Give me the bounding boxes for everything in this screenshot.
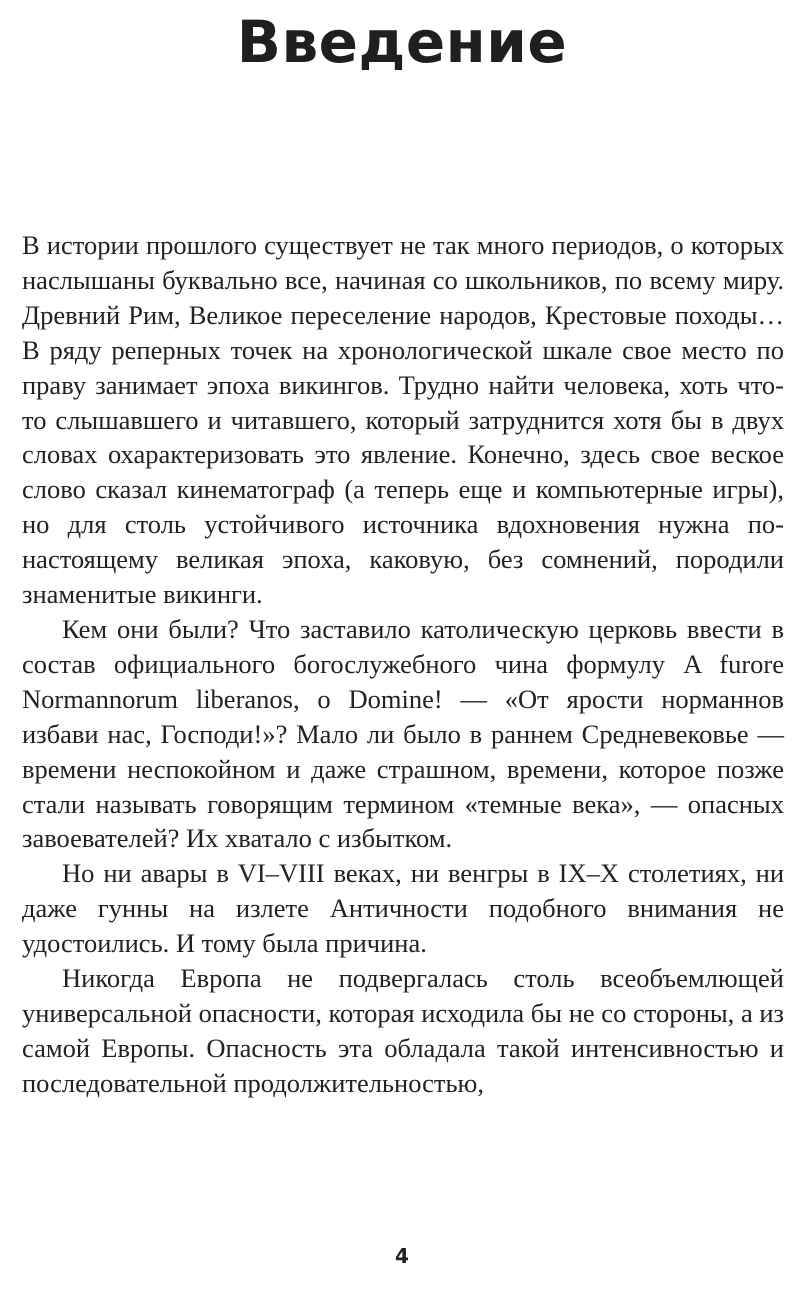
paragraph-4: Никогда Европа не подвергалась столь всеобъемлющей универсальной опасности, которая исходила бы не со стороны, а из самой Европы. Опасность эта обладала такой интенсивностью и последовательной продолжительностью, — [22, 963, 784, 1098]
paragraph-2: Кем они были? Что заставило католическую церковь ввести в состав официального богослужебного чина формулу A furore Normannorum liberanos, o Domine! — «От ярости норманнов избави нас, Господи!»? Мало ли было в раннем Средневековье — времени неспокойном и даже страшном, времени, которое позже стали называть говорящим термином «темные века», — опасных завоевателей? Их хватало с избытком. — [22, 613, 784, 854]
paragraph-1: В истории прошлого существует не так много периодов, о которых наслышаны буквально все, начиная со школьников, по всему миру. Древний Рим, Великое переселение народов, Крестовые походы… В ряду реперных точек на хронологической шкале свое место по праву занимает эпоха викингов. Трудно найти человека, хоть что-то слышавшего и читавшего, который затруднится хотя бы в двух словах охарактеризовать это явление. Конечно, здесь свое веское слово сказал кинематограф (а теперь еще и компьютерные игры), но для столь устойчивого источника вдохновения нужна по-настоящему великая эпоха, каковую, без сомнений, породили знаменитые викинги. — [22, 230, 784, 610]
body-text — [22, 228, 784, 1101]
page-number: 4 — [395, 1244, 409, 1268]
chapter-title: Введение — [236, 8, 568, 76]
paragraph-3: Но ни авары в VI–VIII веках, ни венгры в IX–X столетиях, ни даже гунны на излете Античности подобного внимания не удостоились. И тому была причина. — [22, 858, 784, 959]
